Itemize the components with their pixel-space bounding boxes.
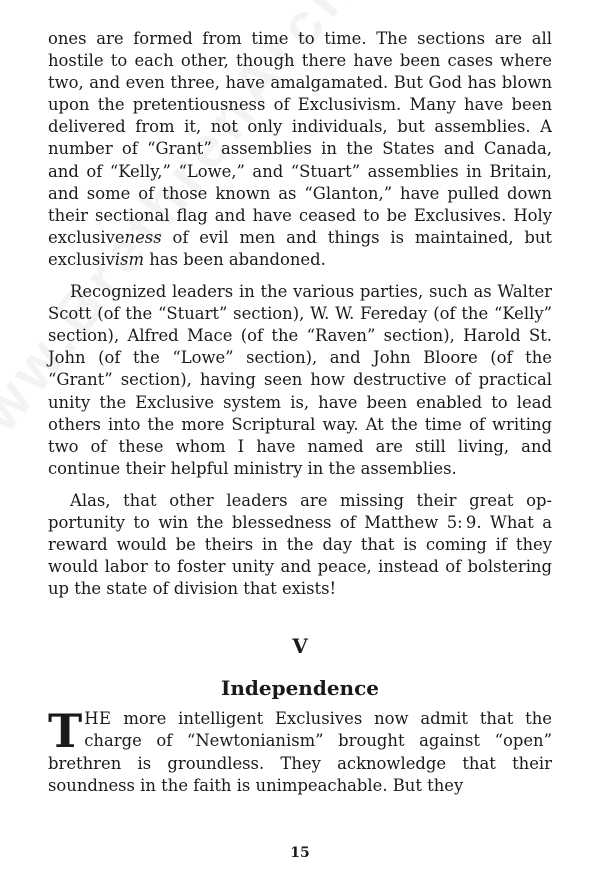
paragraph (48, 28, 552, 271)
text-segment: has been abandoned. (144, 249, 326, 269)
paragraph-1 (48, 28, 552, 271)
paragraph-2 (48, 281, 552, 480)
text-segment: ones are formed from time to time. The sections are all hostile to each other, though there have been cases where two, and even three, have amalgamated. But God has blown upon the pretentiousness of Exclusivism. Many have been delivered from it, not only individuals, but assemblies. A number of “Grant” assemblies in the States and Canada, and of “Kelly,” “Lowe,” and “Stuart” assemblies in Britain, and some of those known as “Glanton,” have pulled down their sectional flag and have ceased to be Exclusives. Holy exclusive (48, 29, 552, 247)
paragraph-gap (48, 480, 552, 490)
drop-cap: T (48, 704, 83, 759)
page-number: 15 (290, 845, 310, 861)
paragraph (48, 281, 552, 480)
italic-emphasis: ness (124, 227, 162, 247)
paragraph (48, 490, 552, 600)
chapter-title: Independence (220, 676, 379, 701)
chapter-number: V (292, 634, 308, 659)
italic-emphasis: ism (114, 249, 145, 269)
chapter-opening-paragraph (48, 704, 552, 796)
lead-in: HE (84, 709, 112, 729)
text-segment: of evil men and things is maintained, but exclusiv (48, 227, 552, 269)
paragraph-3 (48, 490, 552, 600)
text-segment: Recognized leaders in the various parties, such as Walter Scott (of the “Stuart” section), W. W. Fereday (of the “Kelly” section), Alfred Mace (of the “Raven” section), Harold St. John (of the “Lowe” section), and John Bloore (of the “Grant” section), having seen how destructive of practical unity the Exclusive system is, have been enabled to lead others into the more Scriptural way. At the time of writing two of these whom I have named are still living, and continue their helpful ministry in the assemblies. (48, 282, 552, 478)
paragraph-gap (48, 271, 552, 281)
opening-text: more intelligent Exclusives now admit that the charge of “Newtonianism” brought against “open” brethren is groundless. They acknowledge that their soundness in the faith is unimpeachable. But they (48, 709, 552, 795)
text-segment: Alas, that other leaders are missing their great opportunity to win the blessedness of Matthew 5: 9. What a reward would be theirs in the day that is coming if they would labor to foster unity and peace, instead of bolstering up the state of division that exists! (48, 490, 552, 599)
page-body (48, 28, 552, 797)
